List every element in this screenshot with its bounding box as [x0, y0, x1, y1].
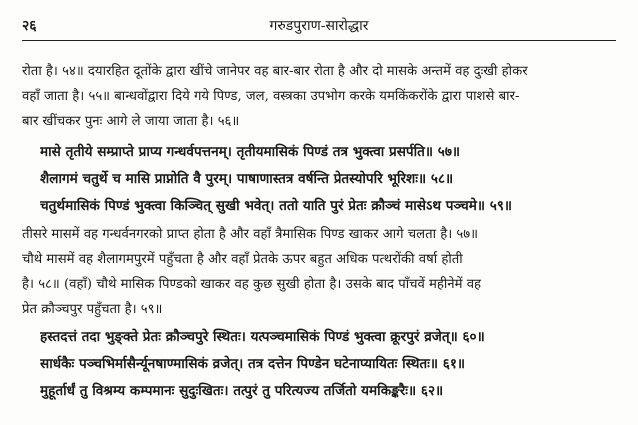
prose-line: बार खींचकर पुनः आगे ले जाया जाता है। ५६॥: [22, 114, 240, 129]
verse-line: मासे तृतीये सम्प्राप्ते प्राप्य गन्धर्वपत्तनम्। तृतीयमासिकं पिण्डं तत्र भुक्त्वा प्रसर्पति॥ ५७॥: [40, 144, 461, 160]
verse-line: हस्तदत्तं तदा भुङ्क्ते प्रेतः क्रौञ्चपुरे स्थितः। यत्पञ्चमासिकं पिण्डं भुक्त्वा क्रूरपुरं व्रजेत्॥ ६०॥: [40, 329, 485, 345]
prose-line: वहाँ जाता है। ५५॥ बान्धवोंद्वारा दिये गये पिण्ड, जल, वस्त्रका उपभोग करके यमकिंकरोंके द्वारा पाशसे बार-: [22, 89, 520, 104]
prose-line: है। ५८॥ (वहाँ) चौथे मासिक पिण्डको खाकर वह कुछ सुखी होता है। उसके बाद पाँचवें महीनेमें वह: [22, 277, 482, 292]
prose-line: तीसरे मासमें वह गन्धर्वनगरको प्राप्त होता है और वहाँ त्रैमासिक पिण्ड खाकर आगे चलता है। ५७॥: [22, 227, 478, 242]
header-rule: [22, 40, 616, 41]
prose-line: प्रेत क्रौञ्चपुर पहुँचता है। ५९॥: [22, 302, 163, 317]
running-title: गरुडपुराण-सारोद्धार: [269, 18, 369, 34]
page-header: [22, 16, 616, 38]
prose-line: रोता है। ५४॥ दयारहित दूतोंके द्वारा खींचे जानेपर वह बार-बार रोता है और दो मासके अन्तमें वह दुःखी होकर: [22, 64, 528, 79]
verse-line: चतुर्थमासिकं पिण्डं भुक्त्वा किञ्चित् सुखी भवेत्। ततो याति पुरं प्रेतः क्रौञ्चं मासेऽथ पञ्चमे॥ ५९॥: [40, 198, 513, 214]
verse-line: मुहूर्तार्धं तु विश्रम्य कम्पमानः सुदुःखितः। तत्पुरं तु परित्यज्य तर्जितो यमकिङ्करैः॥ ६२॥: [40, 383, 444, 399]
prose-line: चौथे मासमें वह शैलागमपुरमें पहुँचता है और वहाँ प्रेतके ऊपर बहुत अधिक पत्थरोंकी वर्षा होती: [22, 252, 463, 267]
page-number: २६: [22, 18, 37, 34]
verse-line: सार्धकैः पञ्चभिर्मासैर्न्यूनषाण्मासिकं व्रजेत्। तत्र दत्तेन पिण्डेन घटेनाप्यायितः स्थितः॥ ६१॥: [40, 356, 466, 372]
verse-line: शैलागमं चतुर्थे च मासि प्राप्नोति वै पुरम्। पाषाणास्तत्र वर्षन्ति प्रेतस्योपरि भूरिशः॥ ५८॥: [40, 171, 454, 187]
